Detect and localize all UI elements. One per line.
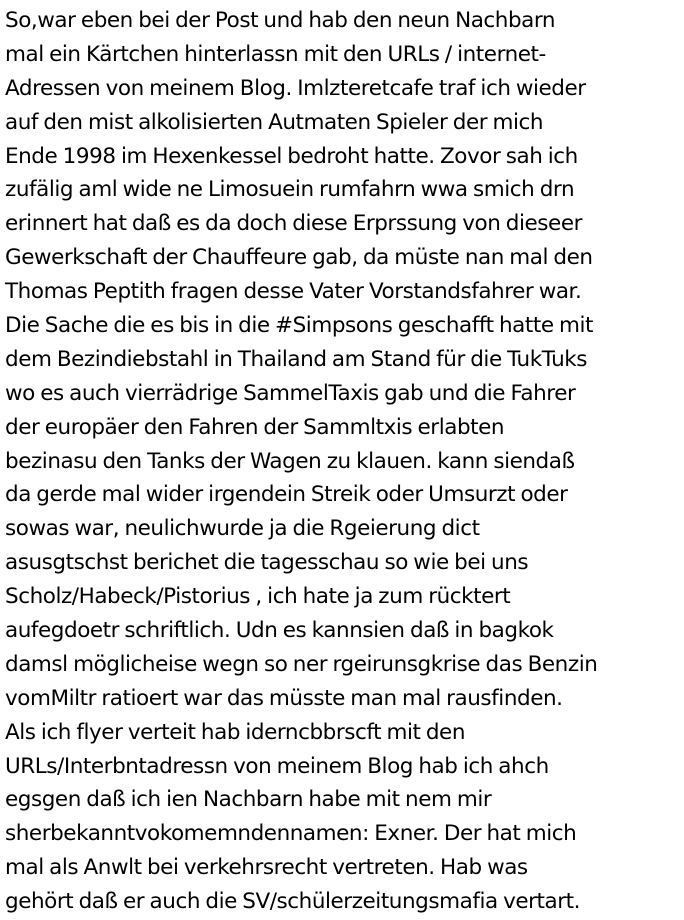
text-line: damsl möglicheise wegn so ner rgeirunsgkrise das Benzin <box>5 651 598 677</box>
text-line: sherbekanntvokomemndennamen: Exner. Der hat mich <box>5 821 577 847</box>
text-line: erinnert hat daß es da doch diese Erprssung von dieseer <box>5 211 582 237</box>
text-line: Thomas Peptith fragen desse Vater Vorstandsfahrer war. <box>5 279 582 305</box>
text-line: egsgen daß ich ien Nachbarn habe mit nem mir <box>5 787 492 813</box>
text-line: wo es auch vierrädrige SammelTaxis gab und die Fahrer <box>5 380 576 406</box>
text-line: da gerde mal wider irgendein Streik oder Umsurzt oder <box>5 482 568 508</box>
text-line: aufegdoetr schriftlich. Udn es kannsien daß in bagkok <box>5 618 554 644</box>
text-line: Die Sache die es bis in die #Simpsons geschafft hatte mit <box>5 313 594 339</box>
text-line: bezinasu den Tanks der Wagen zu klauen. kann siendaß <box>5 448 575 474</box>
text-line: Ende 1998 im Hexenkessel bedroht hatte. Zovor sah ich <box>5 143 578 169</box>
text-line: URLs/Interbntadressn von meinem Blog hab ich ahch <box>5 753 549 779</box>
text-line: dem Bezindiebstahl in Thailand am Stand für die TukTuks <box>5 346 588 372</box>
text-line: vomMiltr ratioert war das müsste man mal rausfinden. <box>5 685 563 711</box>
text-line: Scholz/Habeck/Pistorius , ich hate ja zum rücktert <box>5 584 511 610</box>
text-line: asusgtschst berichet die tagesschau so wie bei uns <box>5 550 529 576</box>
text-line: Als ich flyer verteit hab iderncbbrscft mit den <box>5 719 466 745</box>
text-line: zufälig aml wide ne Limosuein rumfahrn wwa smich drn <box>5 177 575 203</box>
text-line: sowas war, neulichwurde ja die Rgeierung dict <box>5 516 480 542</box>
text-line: gehört daß er auch die SV/schülerzeitungsmafia vertart. <box>5 889 580 915</box>
text-line: auf den mist alkolisierten Autmaten Spieler der mich <box>5 109 544 135</box>
text-line: der europäer den Fahren der Sammltxis erlabten <box>5 414 505 440</box>
text-line: Gewerkschaft der Chauffeure gab, da müste nan mal den <box>5 245 593 271</box>
text-line: Adressen von meinem Blog. Imlzteretcafe traf ich wieder <box>5 75 586 101</box>
text-line: mal ein Kärtchen hinterlassn mit den URLs / internet- <box>5 41 546 67</box>
text-line: mal als Anwlt bei verkehrsrecht vertreten. Hab was <box>5 855 528 881</box>
text-line: So,war eben bei der Post und hab den neun Nachbarn <box>5 8 556 33</box>
body-text <box>5 4 684 919</box>
